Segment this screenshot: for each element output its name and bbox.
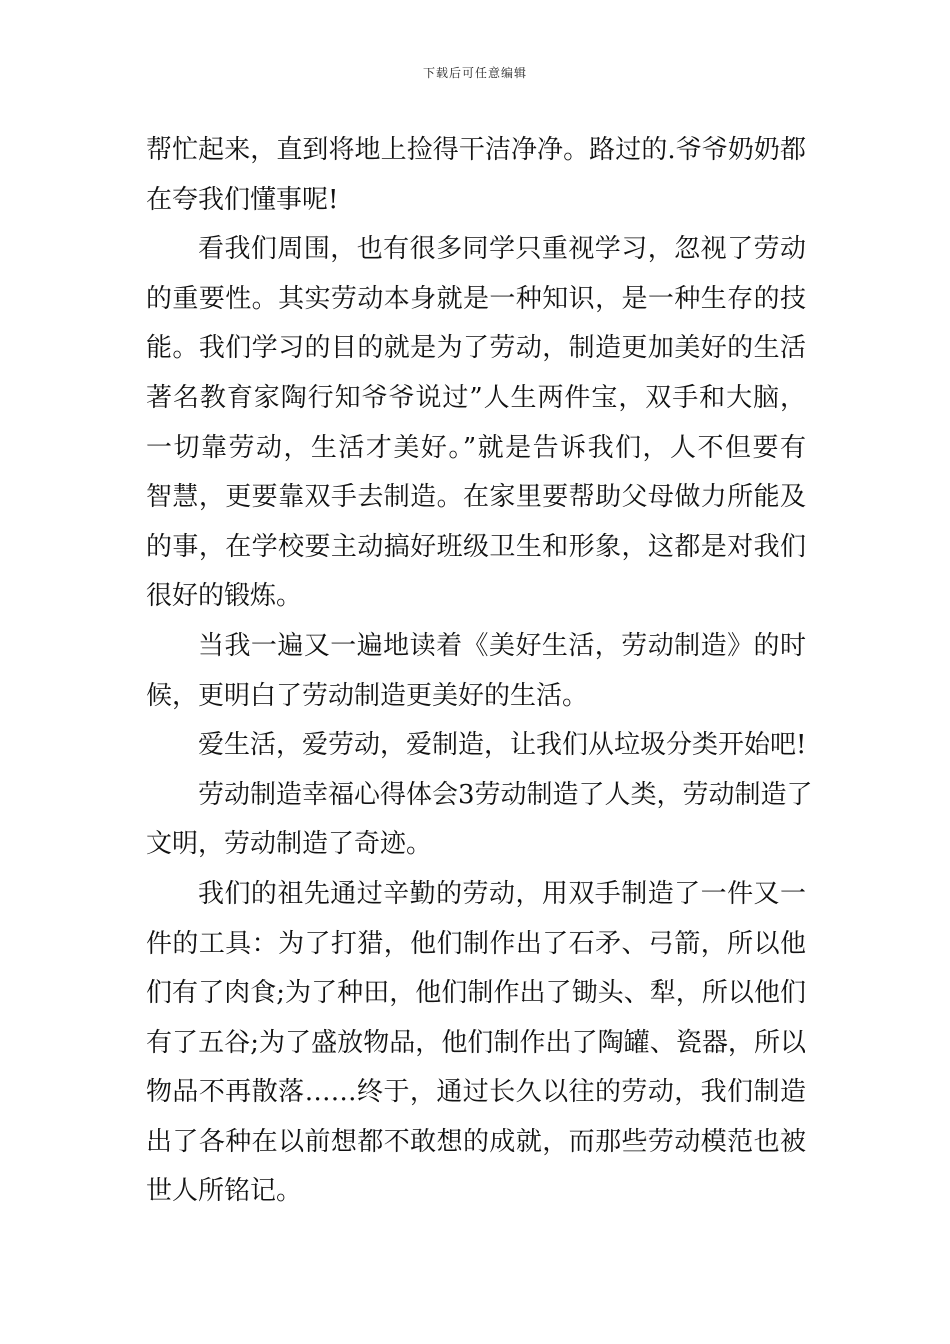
text-line-4: 的重要性。其实劳动本身就是一种知识，是一种生存的技 — [146, 283, 806, 314]
text-line-9: 的事，在学校要主动搞好班级卫生和形象，这都是对我们 — [146, 531, 806, 562]
document-body — [146, 126, 813, 1217]
text-line-15: 文明，劳动制造了奇迹。 — [146, 829, 433, 860]
page-header: 下载后可任意编辑 — [422, 66, 527, 80]
text-line-1: 帮忙起来，直到将地上捡得干洁净净。路过的.爷爷奶奶都 — [146, 135, 806, 165]
text-line-17: 件的工具：为了打猎，他们制作出了石矛、弓箭，所以他 — [146, 928, 806, 959]
text-line-12: 候，更明白了劳动制造更美好的生活。 — [146, 680, 589, 711]
text-line-10: 很好的锻炼。 — [146, 581, 303, 612]
text-line-5: 能。我们学习的目的就是为了劳动，制造更加美好的生活 — [146, 333, 806, 364]
text-line-3: 看我们周围，也有很多同学只重视学习，忽视了劳动 — [198, 234, 806, 265]
text-line-13: 爱生活，爱劳动，爱制造，让我们从垃圾分类开始吧! — [198, 730, 807, 761]
text-line-20: 物品不再散落……终于，通过长久以往的劳动，我们制造 — [146, 1077, 806, 1108]
text-line-19: 有了五谷;为了盛放物品，他们制作出了陶罐、瓷器，所以 — [146, 1027, 806, 1058]
text-line-22: 世人所铭记。 — [146, 1176, 303, 1207]
text-line-11: 当我一遍又一遍地读着《美好生活，劳动制造》的时 — [198, 630, 806, 661]
text-line-18: 们有了肉食;为了种田，他们制作出了锄头、犁，所以他们 — [146, 978, 806, 1009]
text-line-7: 一切靠劳动，生活才美好。”就是告诉我们，人不但要有 — [146, 432, 806, 463]
text-line-2: 在夸我们懂事呢! — [146, 184, 339, 215]
text-line-14: 劳动制造幸福心得体会3劳动制造了人类，劳动制造了 — [198, 779, 813, 810]
text-line-8: 智慧，更要靠双手去制造。在家里要帮助父母做力所能及 — [146, 482, 806, 513]
text-line-16: 我们的祖先通过辛勤的劳动，用双手制造了一件又一 — [198, 878, 806, 909]
text-line-21: 出了各种在以前想都不敢想的成就，而那些劳动模范也被 — [146, 1126, 806, 1157]
text-line-6: 著名教育家陶行知爷爷说过”人生两件宝，双手和大脑， — [146, 382, 806, 413]
